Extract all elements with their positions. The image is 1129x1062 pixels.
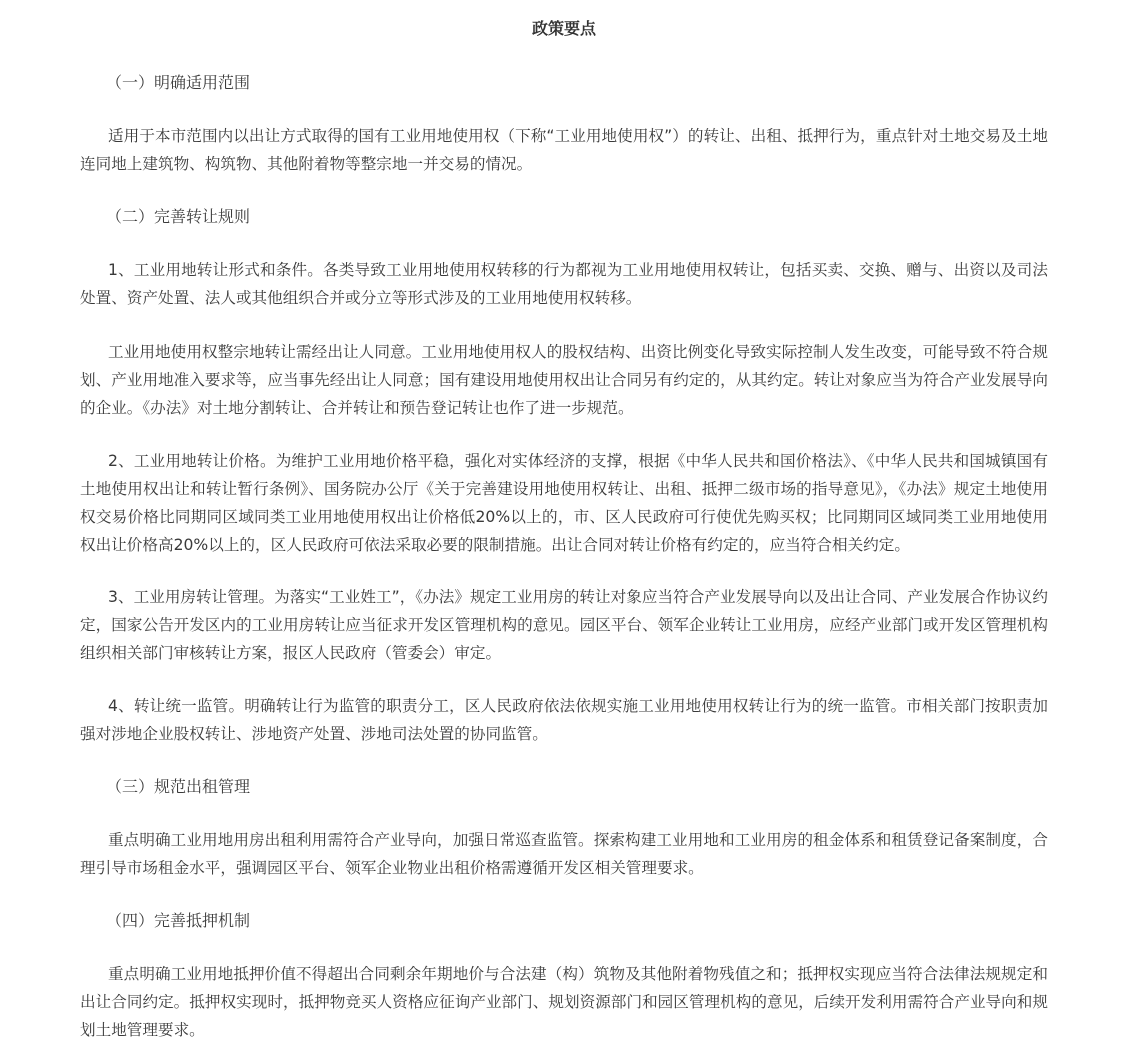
paragraph-transfer-form: 1、工业用地转让形式和条件。各类导致工业用地使用权转移的行为都视为工业用地使用权转让，包括买卖、交换、赠与、出资以及司法处置、资产处置、法人或其他组织合并或分立等形式涉及的工业用地使用权转移。 — [80, 261, 1048, 307]
section-heading-mortgage: （四）完善抵押机制 — [106, 911, 251, 930]
paragraph-leasing: 重点明确工业用地用房出租利用需符合产业导向，加强日常巡查监管。探索构建工业用地和工业用房的租金体系和租赁登记备案制度，合理引导市场租金水平，强调园区平台、领军企业物业出租价格需遵循开发区相关管理要求。 — [80, 831, 1048, 877]
section-heading-transfer-rules: （二）完善转让规则 — [106, 207, 251, 226]
paragraph-transfer-price: 2、工业用地转让价格。为维护工业用地价格平稳，强化对实体经济的支撑，根据《中华人民共和国价格法》、《中华人民共和国城镇国有土地使用权出让和转让暂行条例》、国务院办公厅《关于完善建设用地使用权转让、出租、抵押二级市场的指导意见》，《办法》规定土地使用权交易价格比同期同区域同类工业用地使用权出让价格低20%以上的，市、区人民政府可行使优先购买权；比同期同区域同类工业用地使用权出让价格高20%以上的，区人民政府可依法采取必要的限制措施。出让合同对转让价格有约定的，应当符合相关约定。 — [80, 452, 1048, 554]
section-heading-scope: （一）明确适用范围 — [106, 73, 251, 92]
section-heading-leasing: （三）规范出租管理 — [106, 777, 251, 796]
paragraph-industrial-housing-transfer: 3、工业用房转让管理。为落实“工业姓工”，《办法》规定工业用房的转让对象应当符合产业发展导向以及出让合同、产业发展合作协议约定，国家公告开发区内的工业用房转让应当征求开发区管理机构的意见。园区平台、领军企业转让工业用房，应经产业部门或开发区管理机构组织相关部门审核转让方案，报区人民政府（管委会）审定。 — [80, 588, 1048, 662]
document-title: 政策要点 — [531, 19, 596, 38]
paragraph-scope: 适用于本市范围内以出让方式取得的国有工业用地使用权（下称“工业用地使用权”）的转让、出租、抵押行为，重点针对土地交易及土地连同地上建筑物、构筑物、其他附着物等整宗地一并交易的情况。 — [80, 127, 1048, 173]
paragraph-mortgage: 重点明确工业用地抵押价值不得超出合同剩余年期地价与合法建（构）筑物及其他附着物残值之和；抵押权实现应当符合法律法规规定和出让合同约定。抵押权实现时，抵押物竞买人资格应征询产业部门、规划资源部门和园区管理机构的意见，后续开发利用需符合产业导向和规划土地管理要求。 — [80, 965, 1048, 1039]
paragraph-whole-parcel-transfer: 工业用地使用权整宗地转让需经出让人同意。工业用地使用权人的股权结构、出资比例变化导致实际控制人发生改变，可能导致不符合规划、产业用地准入要求等，应当事先经出让人同意；国有建设用地使用权出让合同另有约定的，从其约定。转让对象应当为符合产业发展导向的企业。《办法》对土地分割转让、合并转让和预告登记转让也作了进一步规范。 — [80, 343, 1048, 417]
paragraph-unified-supervision: 4、转让统一监管。明确转让行为监管的职责分工，区人民政府依法依规实施工业用地使用权转让行为的统一监管。市相关部门按职责加强对涉地企业股权转让、涉地资产处置、涉地司法处置的协同监管。 — [80, 697, 1048, 743]
